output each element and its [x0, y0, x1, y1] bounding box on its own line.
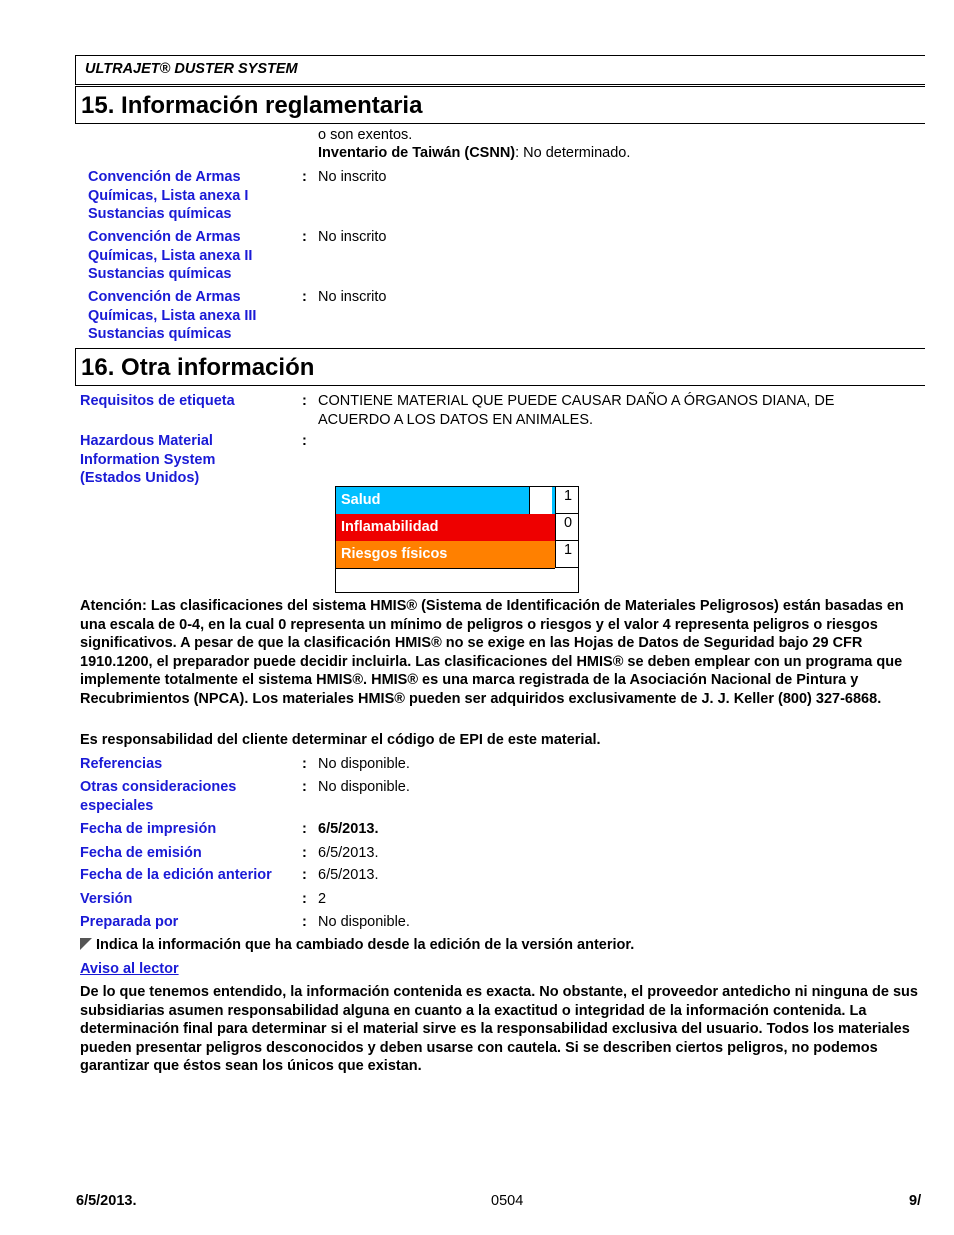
label-requirements: Requisitos de etiqueta: [80, 393, 235, 409]
changed-info-note: Indica la información que ha cambiado desde la edición de la versión anterior.: [80, 936, 920, 955]
product-name: ULTRAJET® DUSTER SYSTEM: [85, 61, 298, 77]
colon: :: [302, 867, 307, 883]
continued-text: o son exentos.: [318, 127, 413, 143]
label-requirements-value: CONTIENE MATERIAL QUE PUEDE CAUSAR DAÑO A ÓRGANOS DIANA, DE ACUERDO A LOS DATOS EN ANIMALES.: [318, 393, 835, 428]
hmis-flammability-value: 0: [555, 514, 579, 541]
hmis-rating-box: [335, 486, 579, 593]
notice-to-reader-link[interactable]: Aviso al lector: [80, 961, 179, 977]
previous-issue-label: Fecha de la edición anterior: [80, 867, 272, 883]
colon: :: [302, 289, 307, 305]
footer-page-number: 9/: [909, 1193, 922, 1209]
section-16-header: [75, 348, 925, 386]
change-marker-icon: [80, 938, 92, 950]
footer-code: 0504: [491, 1193, 524, 1209]
hmis-health-row: Salud: [336, 487, 529, 514]
hmis-flammability-row: Inflamabilidad: [336, 514, 555, 541]
version-label: Versión: [80, 891, 133, 907]
notice-to-reader[interactable]: [80, 960, 179, 979]
cwc-schedule-3-label: Convención de Armas Químicas, Lista anexa III Sustancias químicas: [88, 289, 257, 342]
previous-issue-value: 6/5/2013.: [318, 867, 379, 883]
cwc-schedule-2-value: No inscrito: [318, 229, 387, 245]
cwc-schedule-2-label: Convención de Armas Químicas, Lista anexa II Sustancias químicas: [88, 229, 253, 282]
issue-date-value: 6/5/2013.: [318, 845, 379, 861]
prepared-by-value: No disponible.: [318, 914, 410, 930]
colon: :: [302, 169, 307, 185]
hmis-divider: [336, 568, 555, 569]
special-considerations-value: No disponible.: [318, 779, 410, 795]
cwc-schedule-1-label: Convención de Armas Químicas, Lista anexa I Sustancias químicas: [88, 169, 249, 222]
hmis-health-blank: [529, 487, 552, 514]
colon: :: [302, 891, 307, 907]
hmis-attention-note: Atención: Las clasificaciones del sistema HMIS® (Sistema de Identificación de Materiales Peligrosos) están basadas en una escala de 0-4, en la cual 0 representa un mínimo de peligros o riesgos y el valor 4 representa peligros o riesgos significativos. A pesar de que la clasificación HMIS® no se exige en las Hojas de Datos de Seguridad bajo 29 CFR 1910.1200, el preparador puede decidir incluirla. Las clasificaciones del HMIS® se deben emplear con un programa que implemente totalmente el sistema HMIS®. HMIS® es una marca registrada de la Asociación Nacional de Pintura y Recubrimientos (NPCA). Los materiales HMIS® pueden ser adquiridos exclusivamente de J. J. Keller (800) 327-6868.: [80, 598, 904, 707]
colon: :: [302, 914, 307, 930]
references-value: No disponible.: [318, 756, 410, 772]
hmis-health-value: 1: [555, 487, 579, 514]
ppe-note: Es responsabilidad del cliente determinar el código de EPI de este material.: [80, 732, 601, 748]
colon: :: [302, 779, 307, 795]
print-date-label: Fecha de impresión: [80, 821, 217, 837]
section-15-header: [75, 86, 925, 124]
product-header: [75, 55, 925, 85]
colon: :: [302, 229, 307, 245]
taiwan-inventory: [318, 144, 630, 163]
colon: :: [302, 393, 307, 409]
hmis-physical-row: Riesgos físicos: [336, 541, 555, 568]
issue-date-label: Fecha de emisión: [80, 845, 202, 861]
footer-date: 6/5/2013.: [76, 1193, 137, 1209]
prepared-by-label: Preparada por: [80, 914, 179, 930]
print-date-value: 6/5/2013.: [318, 821, 379, 837]
hmis-label: Hazardous Material Information System (Estados Unidos): [80, 433, 216, 486]
taiwan-label: Inventario de Taiwán (CSNN): [318, 145, 516, 161]
version-value: 2: [318, 891, 327, 907]
taiwan-value: : No determinado.: [515, 145, 631, 161]
disclaimer-text: De lo que tenemos entendido, la información contenida es exacta. No obstante, el proveedor antedicho ni ninguna de sus subsidiarias asumen responsabilidad alguna en cuanto a la exactitud o integridad de la información contenida. La determinación final para determinar si el material sirve es la responsabilidad exclusiva del usuario. Todos los materiales pueden presentar peligros desconocidos y deben usarse con cautela. Si se describen ciertos peligros, no podemos garantizar que éstos sean los únicos que existan.: [80, 984, 918, 1074]
cwc-schedule-3-value: No inscrito: [318, 289, 387, 305]
colon: :: [302, 433, 307, 449]
hmis-physical-value: 1: [555, 541, 579, 568]
cwc-schedule-1-value: No inscrito: [318, 169, 387, 185]
special-considerations-label: Otras consideraciones especiales: [80, 779, 237, 814]
colon: :: [302, 756, 307, 772]
colon: :: [302, 845, 307, 861]
colon: :: [302, 821, 307, 837]
references-label: Referencias: [80, 756, 163, 772]
section-16-title: 16. Otra información: [81, 354, 315, 381]
section-15-title: 15. Información reglamentaria: [81, 92, 423, 119]
